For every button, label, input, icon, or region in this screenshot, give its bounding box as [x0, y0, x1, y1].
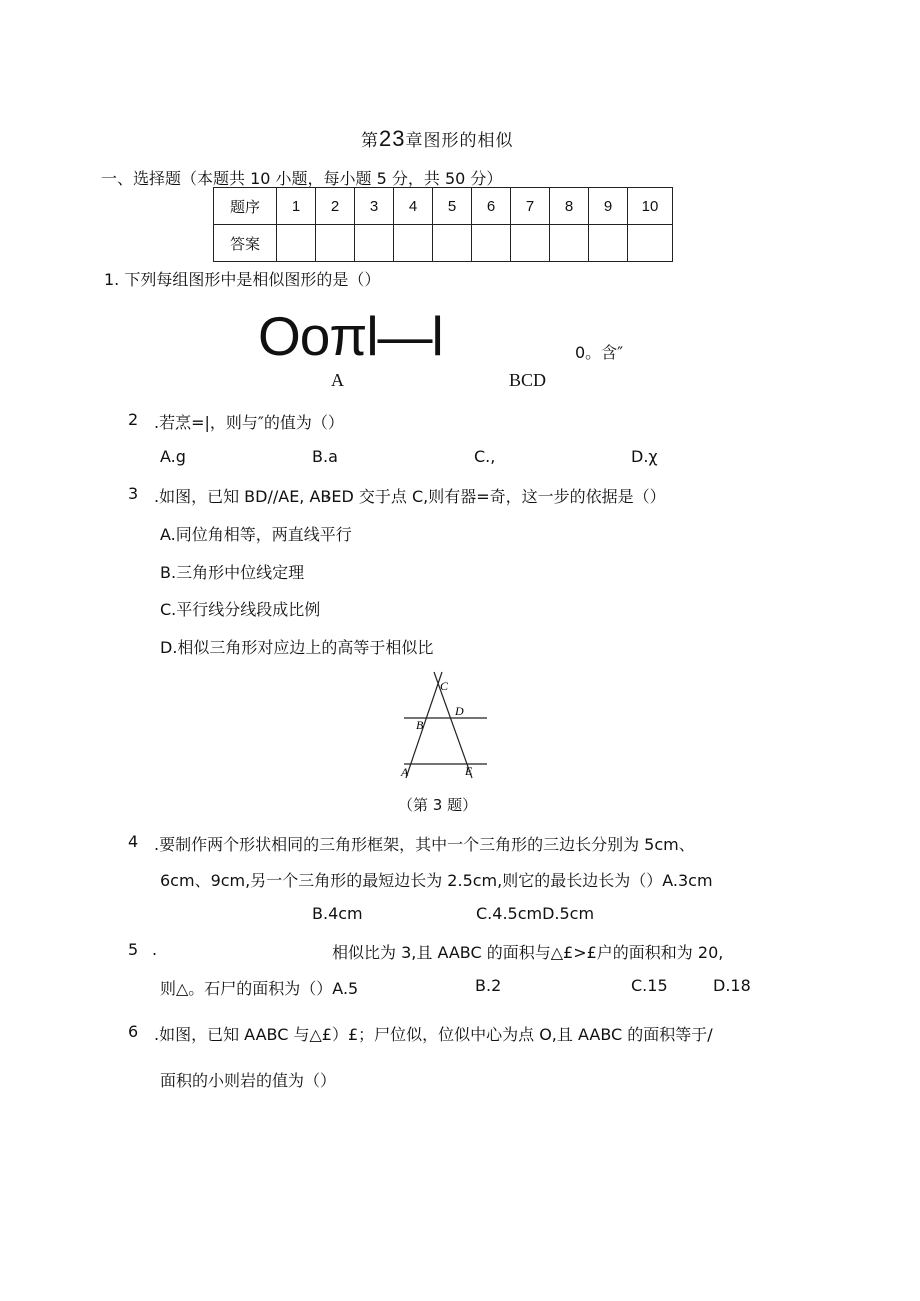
question-3-option-b: B.三角形中位线定理 [160, 563, 305, 582]
table-cell: 4 [394, 188, 433, 225]
table-cell: 6 [472, 188, 511, 225]
question-2-number: 2 [128, 410, 139, 429]
question-1-text: 1. 下列每组图形中是相似图形的是（） [104, 270, 381, 289]
answer-table [213, 187, 673, 262]
answer-cell [277, 225, 316, 262]
question-5-number: 5 [128, 940, 139, 959]
answer-cell [589, 225, 628, 262]
table-cell: 5 [433, 188, 472, 225]
table-row [214, 225, 673, 262]
answer-cell [550, 225, 589, 262]
title-prefix: 第 [361, 131, 379, 151]
label-a: A [401, 765, 409, 779]
question-4-option-b: B.4cm [312, 904, 363, 923]
question-4-line1: .要制作两个形状相同的三角形框架，其中一个三角形的三边长分别为 5cm、 [154, 835, 695, 854]
question-1-label-bcd: BCD [509, 370, 547, 390]
question-5-dot: . [152, 940, 158, 959]
question-2-option-a: A.g [160, 447, 186, 466]
answer-cell [355, 225, 394, 262]
table-cell: 2 [316, 188, 355, 225]
question-5-option-c: C.15 [631, 976, 668, 995]
table-header-cell: 题序 [214, 188, 277, 225]
question-3-number: 3 [128, 484, 139, 503]
table-cell: 10 [628, 188, 673, 225]
answer-cell [472, 225, 511, 262]
question-1-extra: 0。含″ [575, 343, 624, 362]
question-3-option-d: D.相似三角形对应边上的高等于相似比 [160, 638, 434, 657]
table-cell: 3 [355, 188, 394, 225]
section-heading: 一、选择题（本题共 10 小题，每小题 5 分，共 50 分） [101, 169, 503, 188]
answer-cell [316, 225, 355, 262]
page-title [361, 126, 513, 152]
question-4-line2: 6cm、9cm,另一个三角形的最短边长为 2.5cm,则它的最长边长为（）A.3cm [160, 871, 713, 890]
table-cell: 1 [277, 188, 316, 225]
question-6-line1: .如图，已知 AABC 与△£）£；尸位似，位似中心为点 O,且 AABC 的面积等于/ [154, 1025, 713, 1044]
title-number: 23 [379, 126, 406, 151]
question-2-option-b: B.a [312, 447, 338, 466]
table-row [214, 188, 673, 225]
answer-cell [394, 225, 433, 262]
question-1-shapes: Ooπl—l [258, 305, 443, 367]
question-6-line2: 面积的小则岩的值为（） [160, 1071, 337, 1090]
line-ac [406, 672, 442, 778]
question-3-caption: （第 3 题） [398, 796, 478, 814]
question-3-option-a: A.同位角相等，两直线平行 [160, 525, 352, 544]
question-5-line1: 相似比为 3,且 AABC 的面积与△£>£户的面积和为 20, [332, 943, 724, 962]
title-suffix: 章图形的相似 [405, 131, 514, 151]
table-cell: 7 [511, 188, 550, 225]
table-header-cell: 答案 [214, 225, 277, 262]
question-2-option-d: D.χ [631, 447, 658, 466]
question-3-text: .如图，已知 BD//AE, AB̵ED 交于点 C,则有器=奇，这一步的依据是（） [154, 487, 666, 506]
table-cell: 9 [589, 188, 628, 225]
answer-cell [433, 225, 472, 262]
label-c: C [440, 679, 449, 693]
label-d: D [455, 704, 464, 718]
question-4-option-cd: C.4.5cmD.5cm [476, 904, 595, 923]
question-3-option-c: C.平行线分线段成比例 [160, 600, 321, 619]
question-5-option-d: D.18 [713, 976, 751, 995]
label-e: E [465, 764, 473, 778]
table-cell: 8 [550, 188, 589, 225]
question-1-label-a: A [331, 370, 344, 390]
question-4-number: 4 [128, 832, 139, 851]
label-b: B [416, 718, 424, 732]
answer-cell [511, 225, 550, 262]
question-5-option-b: B.2 [475, 976, 502, 995]
question-2-text: .若烹=|，则与″的值为（） [154, 413, 344, 432]
question-5-line2: 则△。石尸的面积为（）A.5 [160, 979, 359, 998]
question-3-figure [398, 668, 492, 782]
answer-cell [628, 225, 673, 262]
question-6-number: 6 [128, 1022, 139, 1041]
question-2-option-c: C., [474, 447, 496, 466]
